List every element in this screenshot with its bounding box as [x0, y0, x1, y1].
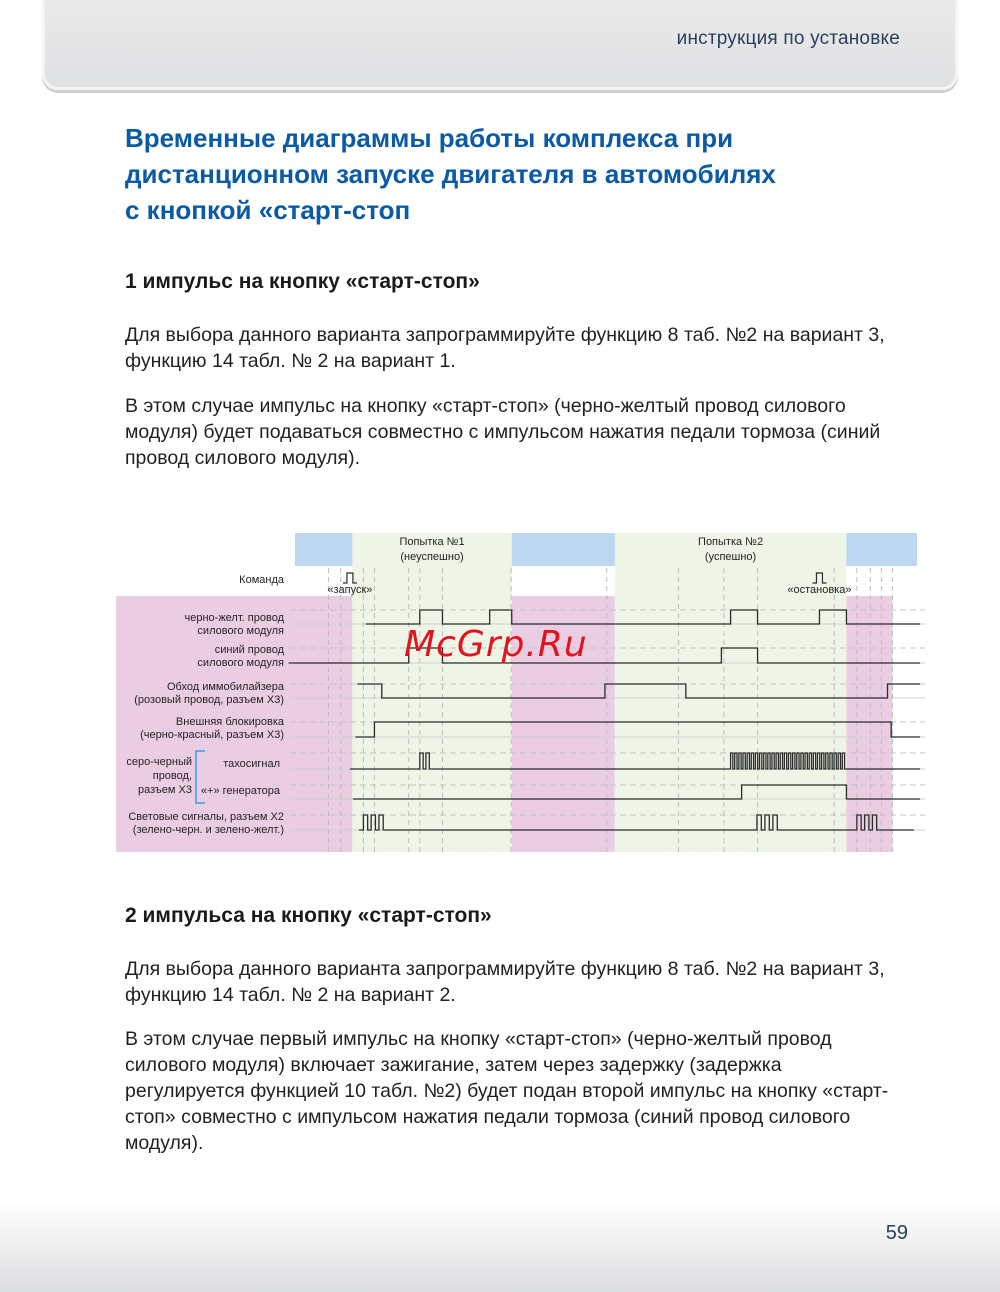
signal-label: силового модуля — [197, 625, 284, 637]
section2-para2: В этом случае первый импульс на кнопку «старт-стоп» (черно-желтый провод силового модуля) включает зажигание, затем через задержку (задержка регулируется функцией 10 табл. №2) будет подан второй импульс на кнопку «старт-стоп» совместно с импульсом нажатия педали тормоза (синий провод силового модуля). — [125, 1028, 889, 1154]
signal-label: Внешняя блокировка — [175, 716, 284, 728]
bracket-label: разъем Х3 — [138, 784, 192, 796]
section2-heading: 2 импульса на кнопку «старт-стоп» — [125, 904, 492, 927]
title-line: с кнопкой «старт-стоп — [125, 195, 411, 225]
page-number: 59 — [885, 1222, 908, 1244]
section1-para2: В этом случае импульс на кнопку «старт-стоп» (черно-желтый провод силового модуля) будет подаваться совместно с импульсом нажатия педали тормоза (синий провод силового модуля). — [125, 395, 881, 469]
title-line: Временные диаграммы работы комплекса при — [125, 123, 734, 153]
attempt-zone — [352, 533, 511, 852]
signal-label: «+» генератора — [200, 785, 280, 797]
section2-para1: Для выбора данного варианта запрограммируйте функцию 8 таб. №2 на вариант 3, функцию 14 табл. № 2 на вариант 2. — [125, 958, 885, 1006]
bracket-label: провод, — [152, 770, 192, 782]
attempt-result-label: (успешно) — [704, 551, 757, 563]
attempt-result-label: (неуспешно) — [400, 551, 464, 563]
signal-label: черно-желт. провод — [184, 612, 284, 624]
signal-label: (зелено-черн. и зелено-желт.) — [132, 824, 284, 836]
section1-para1: Для выбора данного варианта запрограммируйте функцию 8 таб. №2 на вариант 3, функцию 14 табл. № 2 на вариант 1. — [125, 324, 885, 372]
command-marker-label: «запуск» — [327, 584, 373, 596]
bracket-label: серо-черный — [126, 756, 192, 768]
attempt-zone — [615, 533, 847, 852]
section-header: инструкция по установке — [676, 28, 900, 49]
title-line: дистанционном запуске двигателя в автомобилях — [125, 159, 776, 189]
attempt-label: Попытка №2 — [698, 536, 764, 548]
signal-label: (розовый провод, разъем Х3) — [134, 694, 284, 706]
signal-label: тахосигнал — [223, 758, 280, 770]
attempt-label: Попытка №1 — [399, 536, 465, 548]
section1-heading: 1 импульс на кнопку «старт-стоп» — [125, 270, 480, 293]
watermark: McGrp.Ru — [404, 624, 588, 665]
page-footer — [0, 1200, 1000, 1292]
command-label: Команда — [239, 574, 284, 586]
idle-zone — [846, 596, 892, 852]
command-marker-label: «остановка» — [787, 584, 852, 596]
signal-label: синий провод — [214, 644, 284, 656]
signal-label: Обход иммобилайзера — [166, 681, 284, 693]
signal-label: (черно-красный, разъем Х3) — [140, 729, 284, 741]
signal-label: силового модуля — [197, 657, 284, 669]
signal-label: Световые сигналы, разъем Х2 — [128, 811, 284, 823]
